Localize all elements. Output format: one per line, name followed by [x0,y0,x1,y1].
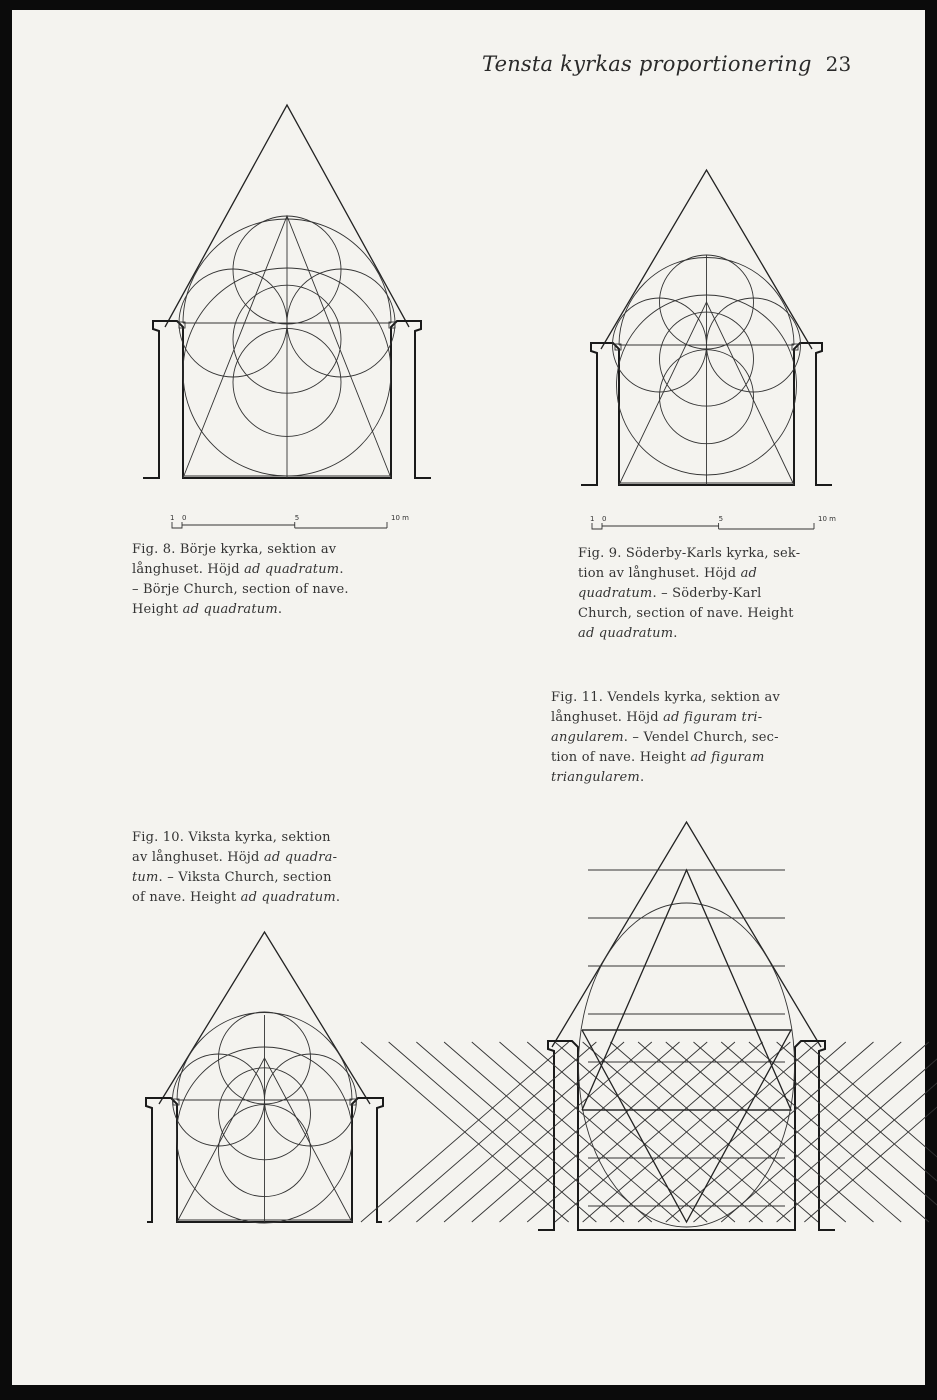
caption-italic-text: ad figuram tri- [663,710,763,725]
fig8-scale-bar [170,514,409,528]
fig11-nave-section-drawing [361,822,937,1230]
page-number: 23 [825,52,852,76]
hexagram-up [582,870,791,1110]
caption-italic-text: ad quadratum [182,602,278,617]
fig10-nave-section-drawing [146,932,383,1223]
scale-label: 5 [294,514,300,522]
caption-italic-text: ad quadratum [244,562,340,577]
scale-label: 10 m [391,514,409,522]
caption-italic-text: angularem [551,730,624,745]
caption-text: . [339,562,344,577]
hexagram-down [582,1030,791,1222]
running-title: Tensta kyrkas proportionering [482,52,812,76]
scale-label: 1 [590,515,595,523]
caption-italic-text: ad quadratum [578,626,674,641]
caption-text: långhuset. Höjd [132,562,245,577]
caption-text: . [673,626,678,641]
scale-tick-left [592,523,602,529]
roof-gable [552,822,821,1047]
caption-text: Fig. 8. Börje kyrka, sektion av [132,542,337,557]
wall-section [538,1041,835,1230]
scale-tick-left [172,522,182,528]
caption-italic-text: tum [132,870,159,885]
caption-text: . [639,770,645,785]
caption-italic-text: quadratum [578,586,653,601]
caption-text: Fig. 9. Söderby-Karls kyrka, sek- [578,546,801,561]
caption-text: . [277,602,283,617]
caption-text: av långhuset. Höjd [132,850,264,865]
fig9-nave-section-drawing [581,170,832,485]
scale-label: 5 [718,515,724,523]
caption-text: . – Söderby-Karl [652,586,762,601]
large-ellipse [579,903,795,1227]
scale-label: 1 [170,514,175,522]
caption-text: Height [132,602,183,617]
caption-text: of nave. Height [132,890,241,905]
caption-text: långhuset. Höjd [551,710,664,725]
caption-text: . [335,890,341,905]
caption-italic-text: triangularem [551,770,640,785]
caption-text: – Börje Church, section of nave. [132,582,349,597]
caption-text: Fig. 11. Vendels kyrka, sektion av [551,690,780,705]
fig9-scale-bar [590,515,836,529]
scale-label: 10 m [818,515,836,523]
caption-text: tion av långhuset. Höjd [578,566,741,581]
caption-text: Church, section of nave. Height [578,606,794,621]
fig8-nave-section-drawing [143,105,431,478]
caption-text: . – Vendel Church, sec- [623,730,779,745]
caption-text: Fig. 10. Viksta kyrka, sektion [132,830,331,845]
caption-text: tion of nave. Height [551,750,691,765]
caption-italic-text: ad [740,566,758,581]
scale-label: 0 [182,514,187,522]
lattice-diagonal [777,1042,937,1222]
caption-italic-text: ad quadra- [263,850,338,865]
scale-label: 0 [602,515,607,523]
lattice-diagonal [777,1042,937,1222]
caption-italic-text: ad quadratum [240,890,336,905]
caption-italic-text: ad figuram [690,750,765,765]
caption-text: . – Viksta Church, section [158,870,332,885]
